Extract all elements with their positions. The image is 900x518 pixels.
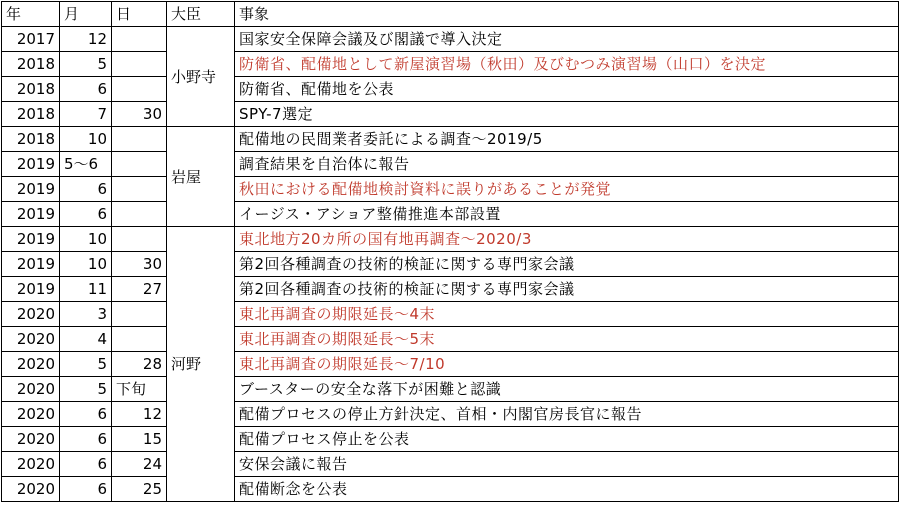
year-cell: 2020 [2, 302, 60, 327]
table-row [2, 377, 899, 402]
year-cell: 2020 [2, 477, 60, 502]
month-cell: 6 [60, 402, 112, 427]
day-cell: 30 [112, 252, 167, 277]
table-row [2, 477, 899, 502]
day-cell [112, 127, 167, 152]
event-cell: 防衛省、配備地を公表 [235, 77, 899, 102]
year-cell: 2018 [2, 127, 60, 152]
year-cell: 2019 [2, 252, 60, 277]
table-row [2, 402, 899, 427]
year-cell: 2020 [2, 452, 60, 477]
year-cell: 2019 [2, 277, 60, 302]
event-cell: 配備プロセスの停止方針決定、首相・内閣官房長官に報告 [235, 402, 899, 427]
header-row [2, 2, 899, 27]
table-row [2, 452, 899, 477]
month-cell: 6 [60, 477, 112, 502]
month-cell: 5 [60, 377, 112, 402]
event-cell: 配備プロセス停止を公表 [235, 427, 899, 452]
event-cell: 配備地の民間業者委託による調査～2019/5 [235, 127, 899, 152]
header-event: 事象 [235, 2, 899, 27]
minister-cell: 河野 [167, 227, 235, 502]
day-cell: 27 [112, 277, 167, 302]
event-cell: 国家安全保障会議及び閣議で導入決定 [235, 27, 899, 52]
event-cell: 調査結果を自治体に報告 [235, 152, 899, 177]
event-cell: イージス・アショア整備推進本部設置 [235, 202, 899, 227]
table-row [2, 427, 899, 452]
table-row [2, 302, 899, 327]
year-cell: 2020 [2, 352, 60, 377]
header-year: 年 [2, 2, 60, 27]
month-cell: 6 [60, 177, 112, 202]
day-cell: 28 [112, 352, 167, 377]
table-row [2, 227, 899, 252]
year-cell: 2018 [2, 77, 60, 102]
month-cell: 6 [60, 427, 112, 452]
month-cell: 4 [60, 327, 112, 352]
table-row [2, 52, 899, 77]
day-cell [112, 327, 167, 352]
day-cell: 24 [112, 452, 167, 477]
day-cell [112, 77, 167, 102]
year-cell: 2020 [2, 402, 60, 427]
table-row [2, 252, 899, 277]
day-cell [112, 152, 167, 177]
month-cell: 10 [60, 127, 112, 152]
year-cell: 2019 [2, 177, 60, 202]
table-row [2, 327, 899, 352]
minister-cell: 岩屋 [167, 127, 235, 227]
month-cell: 11 [60, 277, 112, 302]
table-row [2, 202, 899, 227]
year-cell: 2019 [2, 152, 60, 177]
day-cell: 30 [112, 102, 167, 127]
month-cell: 6 [60, 202, 112, 227]
month-cell: 5 [60, 52, 112, 77]
day-cell [112, 177, 167, 202]
day-cell [112, 302, 167, 327]
year-cell: 2017 [2, 27, 60, 52]
year-cell: 2020 [2, 377, 60, 402]
event-cell: SPY-7選定 [235, 102, 899, 127]
header-month: 月 [60, 2, 112, 27]
day-cell [112, 227, 167, 252]
minister-cell: 小野寺 [167, 27, 235, 127]
year-cell: 2019 [2, 227, 60, 252]
event-cell: 東北再調査の期限延長～4末 [235, 302, 899, 327]
month-cell: 6 [60, 452, 112, 477]
year-cell: 2019 [2, 202, 60, 227]
year-cell: 2018 [2, 102, 60, 127]
table-row [2, 127, 899, 152]
month-cell: 10 [60, 252, 112, 277]
month-cell: 7 [60, 102, 112, 127]
event-cell: 第2回各種調査の技術的検証に関する専門家会議 [235, 252, 899, 277]
event-cell: 配備断念を公表 [235, 477, 899, 502]
month-cell: 10 [60, 227, 112, 252]
event-cell: ブースターの安全な落下が困難と認識 [235, 377, 899, 402]
day-cell: 25 [112, 477, 167, 502]
day-cell [112, 52, 167, 77]
event-cell: 秋田における配備地検討資料に誤りがあることが発覚 [235, 177, 899, 202]
month-cell: 12 [60, 27, 112, 52]
table-row [2, 352, 899, 377]
event-cell: 東北再調査の期限延長～7/10 [235, 352, 899, 377]
event-cell: 防衛省、配備地として新屋演習場（秋田）及びむつみ演習場（山口）を決定 [235, 52, 899, 77]
event-cell: 安保会議に報告 [235, 452, 899, 477]
event-cell: 東北地方20カ所の国有地再調査～2020/3 [235, 227, 899, 252]
header-minister: 大臣 [167, 2, 235, 27]
month-cell: 5 [60, 352, 112, 377]
year-cell: 2018 [2, 52, 60, 77]
month-cell: 3 [60, 302, 112, 327]
event-cell: 東北再調査の期限延長～5末 [235, 327, 899, 352]
day-cell: 下旬 [112, 377, 167, 402]
table-row [2, 277, 899, 302]
event-cell: 第2回各種調査の技術的検証に関する専門家会議 [235, 277, 899, 302]
day-cell: 12 [112, 402, 167, 427]
table-row [2, 102, 899, 127]
table-row [2, 177, 899, 202]
timeline-table [1, 1, 899, 502]
table-row [2, 152, 899, 177]
year-cell: 2020 [2, 327, 60, 352]
day-cell [112, 202, 167, 227]
timeline-body [2, 27, 899, 502]
month-cell: 6 [60, 77, 112, 102]
header-day: 日 [112, 2, 167, 27]
month-cell: 5～6 [60, 152, 112, 177]
day-cell: 15 [112, 427, 167, 452]
table-row [2, 77, 899, 102]
day-cell [112, 27, 167, 52]
table-row [2, 27, 899, 52]
year-cell: 2020 [2, 427, 60, 452]
